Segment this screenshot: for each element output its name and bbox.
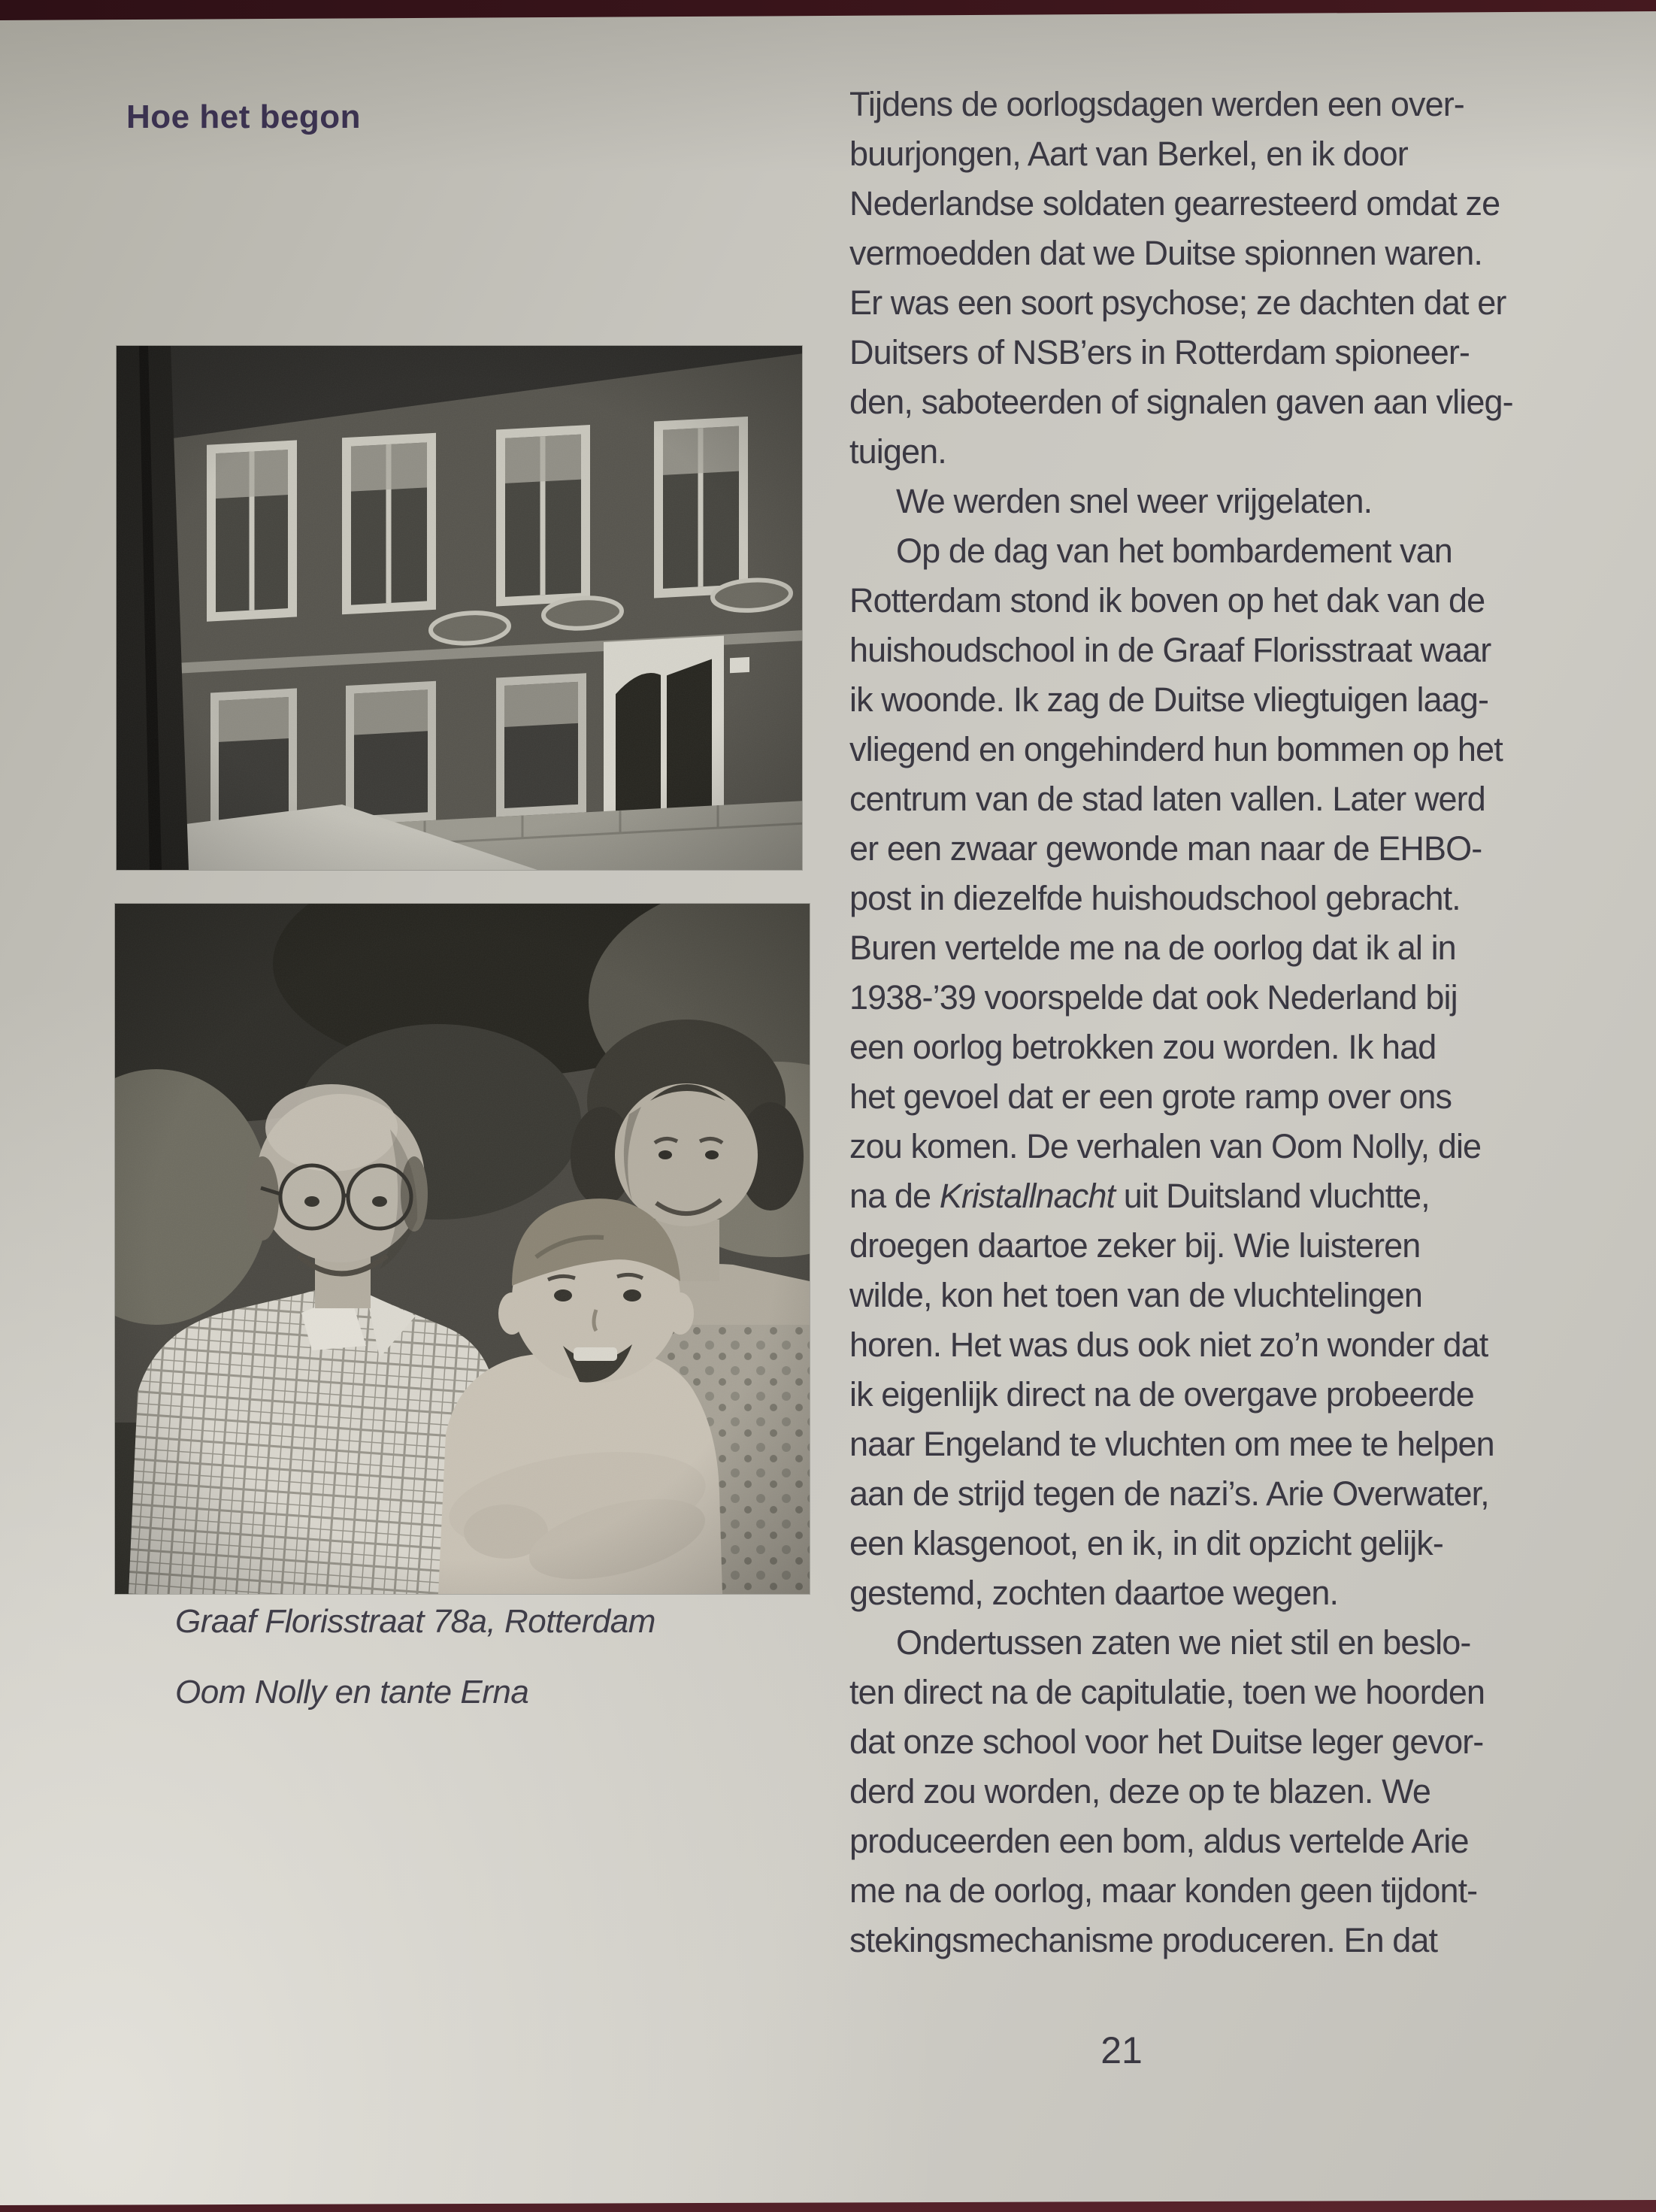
body-line: een klasgenoot, en ik, in dit opzicht gelijk- [849,1524,1443,1562]
body-line: droegen daartoe zeker bij. Wie luisteren [849,1226,1421,1265]
photo-family [115,904,810,1594]
body-line: het gevoel dat er een grote ramp over ons [849,1077,1452,1116]
body-line: huishoudschool in de Graaf Florisstraat waar [849,631,1491,669]
body-line: produceerden een bom, aldus vertelde Arie [849,1822,1469,1860]
body-line: me na de oorlog, maar konden geen tijdont- [849,1871,1478,1910]
body-line: horen. Het was dus ook niet zo’n wonder dat [849,1326,1488,1364]
body-line: vermoedden dat we Duitse spionnen waren. [849,234,1483,272]
body-line: gestemd, zochten daartoe wegen. [849,1574,1339,1612]
body-line: Duitsers of NSB’ers in Rotterdam spioneer- [849,333,1470,371]
page-title: Hoe het begon [126,98,362,136]
body-line: dat onze school voor het Duitse leger gevor- [849,1723,1484,1761]
body-line: na de Kristallnacht uit Duitsland vluchtte, [849,1177,1430,1215]
body-line: aan de strijd tegen de nazi’s. Arie Overwater, [849,1474,1489,1513]
body-line: post in diezelfde huishoudschool gebracht. [849,879,1461,917]
body-line: ik eigenlijk direct na de overgave probeerde [849,1375,1474,1414]
body-line: 1938-’39 voorspelde dat ook Nederland bij [849,978,1458,1017]
body-line: ik woonde. Ik zag de Duitse vliegtuigen laag- [849,680,1489,719]
body-line: Ondertussen zaten we niet stil en beslo- [896,1623,1471,1662]
body-line: centrum van de stad laten vallen. Later werd [849,780,1485,818]
body-line: tuigen. [849,432,946,471]
body-line: den, saboteerden of signalen gaven aan vlieg- [849,383,1513,421]
body-line: naar Engeland te vluchten om mee te helpen [849,1425,1494,1463]
body-line: derd zou worden, deze op te blazen. We [849,1772,1430,1811]
body-line: buurjongen, Aart van Berkel, en ik door [849,135,1408,173]
family-photo-illustration [115,904,810,1594]
body-text [849,80,1594,1965]
book-cover-edge-bottom [0,2195,1656,2212]
body-line: ten direct na de capitulatie, toen we hoorden [849,1673,1485,1711]
body-line: Nederlandse soldaten gearresteerd omdat ze [849,184,1500,223]
body-line: Rotterdam stond ik boven op het dak van de [849,581,1485,620]
photo-caption-family: Oom Nolly en tante Erna [175,1674,529,1711]
body-line: We werden snel weer vrijgelaten. [896,482,1373,520]
body-line: Er was een soort psychose; ze dachten dat er [849,283,1506,322]
book-cover-edge-top [0,0,1656,26]
body-line: zou komen. De verhalen van Oom Nolly, die [849,1127,1482,1165]
photo-caption-building: Graaf Florisstraat 78a, Rotterdam [175,1603,655,1640]
body-line: er een zwaar gewonde man naar de EHBO- [849,829,1482,868]
body-line: Op de dag van het bombardement van [896,532,1452,570]
page-number: 21 [1100,2029,1143,2071]
body-line: Tijdens de oorlogsdagen werden een over- [849,85,1464,123]
body-line: wilde, kon het toen van de vluchtelingen [849,1276,1423,1314]
body-line: stekingsmechanisme produceren. En dat [849,1921,1438,1959]
body-line: Buren vertelde me na de oorlog dat ik al in [849,929,1456,967]
body-line: een oorlog betrokken zou worden. Ik had [849,1028,1437,1066]
body-line: vliegend en ongehinderd hun bommen op het [849,730,1503,768]
photo-building [117,346,802,870]
building-photo-illustration [117,346,802,870]
